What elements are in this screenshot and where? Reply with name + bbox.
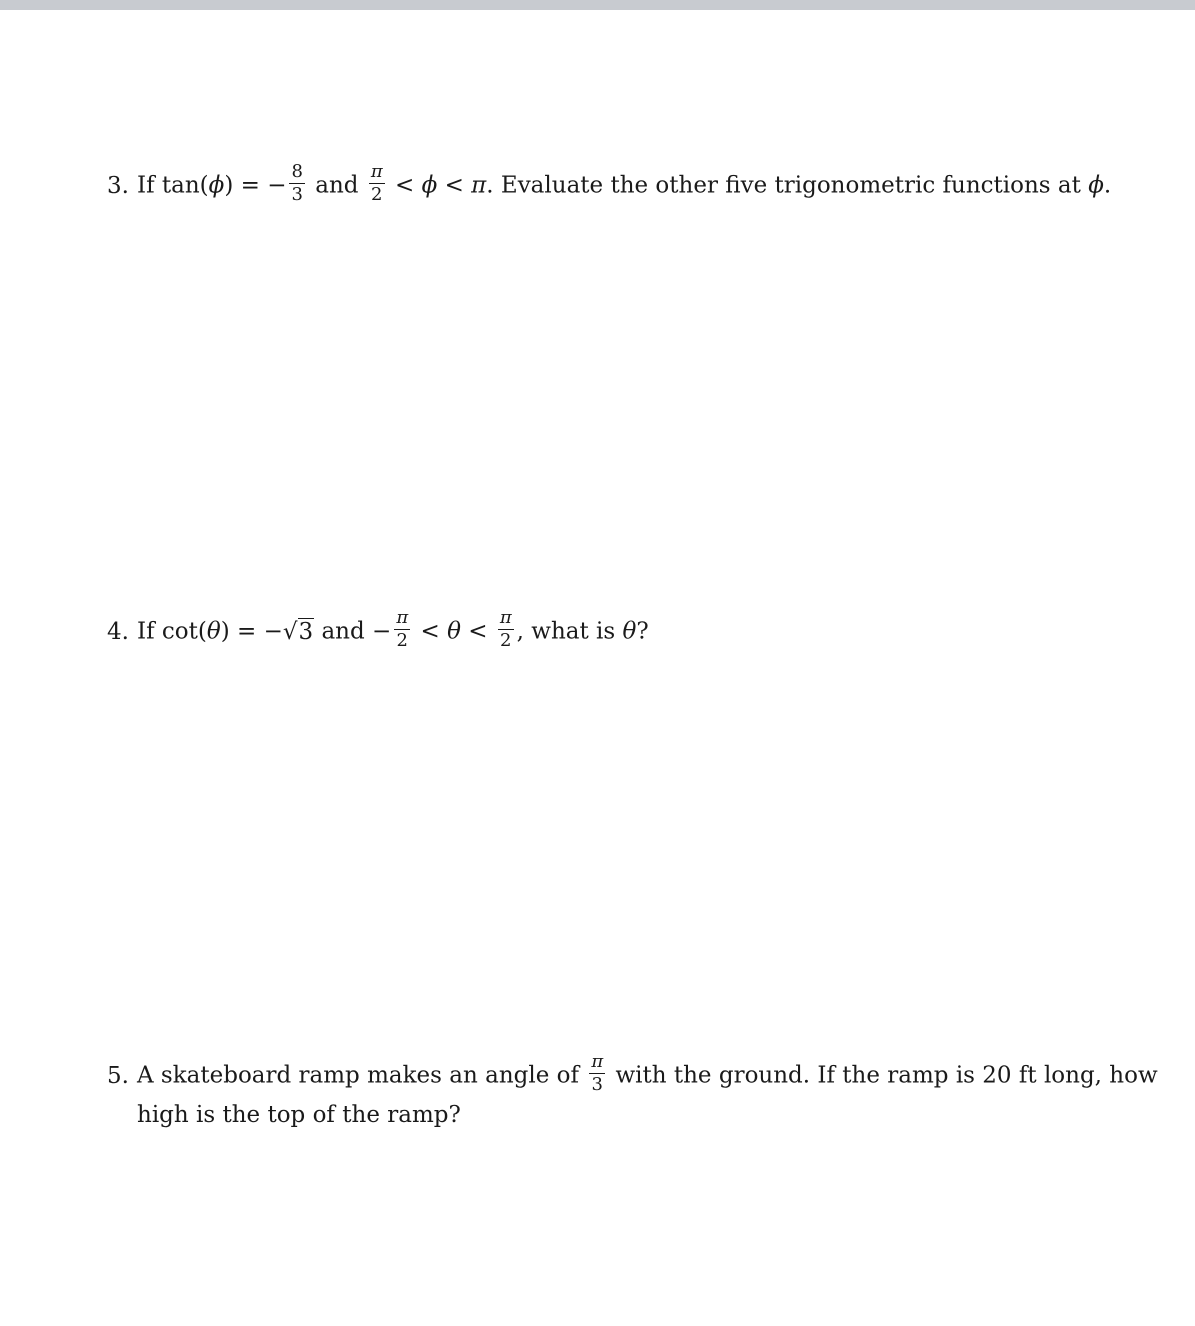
numerator: 8 [291,161,303,182]
problem-number: 5. [107,1062,129,1089]
denominator: 2 [500,630,512,651]
denominator: 3 [591,1074,603,1095]
less-than: < [420,618,440,645]
numerator: π [591,1051,604,1072]
numerator: π [370,161,383,182]
fraction-pi-2 [498,609,514,650]
less-than: < [394,172,415,199]
text-and: and − [321,618,392,645]
top-bar [0,0,1195,10]
denominator: 2 [396,630,408,651]
radical-sign: √ [282,618,298,645]
text-a: A skateboard ramp makes an angle of [137,1062,579,1089]
denominator: 2 [371,184,383,205]
text-rest: , what is [516,618,616,645]
var-theta: θ [447,618,461,645]
var-phi: ϕ [1088,172,1104,199]
text-if: If tan( [137,172,209,199]
question-mark: ? [636,618,649,645]
fraction-pi-2 [369,163,385,204]
text-c: high is the top of the ramp? [137,1102,461,1128]
text-b: with the ground. If the ramp is 20 ft long, how [615,1062,1158,1089]
numerator: π [499,607,512,628]
less-than: < [468,618,488,645]
text-rest: . Evaluate the other five trigonometric functions at [486,172,1081,199]
var-phi: ϕ [421,172,438,199]
problem-4 [107,607,649,653]
var-phi: ϕ [208,172,225,199]
problem-number: 4. [107,618,129,645]
problem-5 [107,1051,1158,1133]
fraction-pi-3 [589,1053,605,1094]
period: . [1103,172,1112,199]
text-equals: ) = − [220,618,283,645]
radicand: 3 [298,618,314,645]
problem-number: 3. [107,172,129,199]
sqrt-3 [283,614,314,650]
fraction-pi-2 [394,609,410,650]
denominator: 3 [291,184,303,205]
text-if: If cot( [137,618,207,645]
text-equals: ) = − [224,172,287,199]
numerator: π [396,607,409,628]
var-theta: θ [206,618,221,645]
problem-3 [107,161,1112,207]
fraction-8-3 [289,163,304,204]
less-than: < [444,172,464,199]
pi-symbol: π [471,172,487,199]
text-and: and [315,172,359,199]
var-theta: θ [622,618,637,645]
